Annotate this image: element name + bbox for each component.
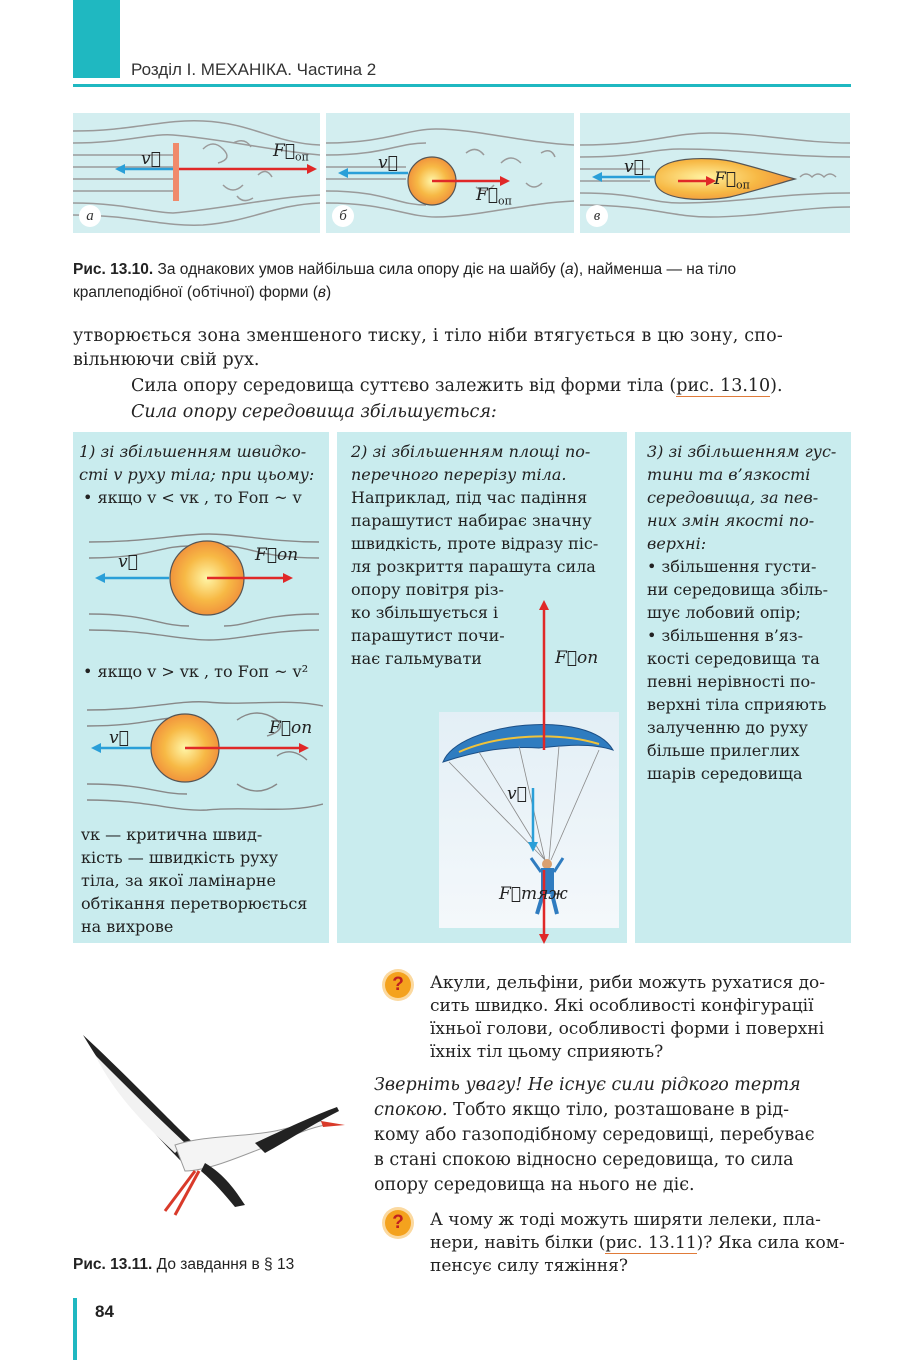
- column-heading: 3) зі збільшенням гус- тини та в’язкості середовища, за пев- них змін якості по- верхні:: [647, 442, 837, 553]
- paragraph-2: Сила опору середовища суттєво залежить від форми тіла (рис. 13.10).: [131, 376, 783, 396]
- paragraph-3: Сила опору середовища збільшується:: [131, 402, 497, 422]
- velocity-label: v⃗: [109, 728, 129, 748]
- force-label: $F⃗_{оп}$: [476, 185, 512, 208]
- flow-diagram-plate: [73, 113, 320, 233]
- figure-1311-caption: Рис. 13.11. До завдання в § 13: [73, 1256, 295, 1273]
- turbulent-flow-diagram: [87, 696, 323, 816]
- question-1-text: Акули, дельфіни, риби можуть рухатися до- сить швидко. Які особливості конфігурації їхньої голови, особливості форми і поверхні їхніх тіл цьому сприяють?: [430, 973, 826, 1062]
- header-rule: [73, 84, 851, 87]
- drag-force-label: F⃗оп: [555, 648, 599, 668]
- page-rule: [73, 1298, 77, 1360]
- figure-1310-panel-c: [580, 113, 850, 233]
- question-icon: ?: [385, 972, 411, 998]
- figure-reference-link[interactable]: рис. 13.11: [605, 1233, 697, 1253]
- column-speed: [73, 432, 329, 943]
- column-density: [635, 432, 851, 943]
- gravity-force-label: F⃗тяж: [499, 884, 568, 904]
- figure-1310-panel-b: [326, 113, 574, 233]
- velocity-label: v⃗: [507, 784, 527, 804]
- velocity-label: v⃗: [624, 157, 644, 177]
- velocity-label: v⃗: [378, 153, 398, 173]
- velocity-label: v⃗: [118, 552, 138, 572]
- velocity-label: v⃗: [141, 149, 161, 169]
- force-label: F⃗оп: [269, 718, 313, 738]
- bullet-low-speed: • якщо v < vк , то Fоп ~ v: [83, 488, 302, 507]
- header-accent-block: [73, 0, 120, 78]
- column-cross-section: [337, 432, 627, 943]
- flow-diagram-sphere: [326, 113, 574, 233]
- question-icon: ?: [385, 1210, 411, 1236]
- figure-1310-panel-a: [73, 113, 320, 233]
- header-title: Розділ І. МЕХАНІКА. Частина 2: [131, 60, 377, 79]
- panel-letter: б: [332, 205, 354, 227]
- critical-speed-definition: vк — критична швид- кість — швидкість руху тіла, за якої ламінарне обтікання перетворюється на вихрове: [81, 825, 308, 936]
- force-label: $F⃗_{оп}$: [714, 169, 750, 192]
- stork-photo: [75, 1025, 345, 1225]
- figure-reference-link[interactable]: рис. 13.10: [676, 376, 771, 396]
- panel-letter: в: [586, 205, 608, 227]
- panel-letter: а: [79, 205, 101, 227]
- paragraph-1: утворюється зона зменшеного тиску, і тіло ніби втягується в цю зону, спо- вільнюючи свій рух.: [73, 326, 784, 370]
- parachute-text: Наприклад, під час падіння парашутист набирає значну швидкість, проте відразу піс- ля розкриття парашута сила опору повітря різ- ко збільшується і парашутист почи- нає гальмувати: [351, 488, 599, 668]
- question-2-text: А чому ж тоді можуть ширяти лелеки, пла- нери, навіть білки (рис. 13.11)? Яка сила ком- пенсує силу тяжіння?: [430, 1210, 845, 1276]
- column-heading: 1) зі збільшенням швидко- сті v руху тіла; при цьому:: [79, 442, 315, 484]
- force-label: $F⃗_{оп}$: [273, 141, 309, 164]
- attention-paragraph: Зверніть увагу! Не існує сили рідкого тертя спокою. Тобто якщо тіло, розташоване в рід- кому або газоподібному середовищі, перебуває в стані спокою відносно середовища, то сила опору середовища на нього не діє.: [374, 1075, 815, 1195]
- page-number: 84: [95, 1302, 114, 1321]
- column-heading: 2) зі збільшенням площі по- перечного перерізу тіла.: [351, 442, 591, 484]
- figure-1310-caption: Рис. 13.10. За однакових умов найбільша сила опору діє на шайбу (а), найменша — на тіло краплеподібної (обтічної) форми (в): [73, 261, 737, 301]
- density-text: • збільшення густи- ни середовища збіль- шує лобовий опір; • збільшення в’яз- кості середовища та певні нерівності по- верхні тіла сприяють залученню до руху більше прилеглих шарів середовища: [647, 557, 828, 783]
- force-label: F⃗оп: [255, 545, 299, 565]
- bullet-high-speed: • якщо v > vк , то Fоп ~ v²: [83, 662, 309, 681]
